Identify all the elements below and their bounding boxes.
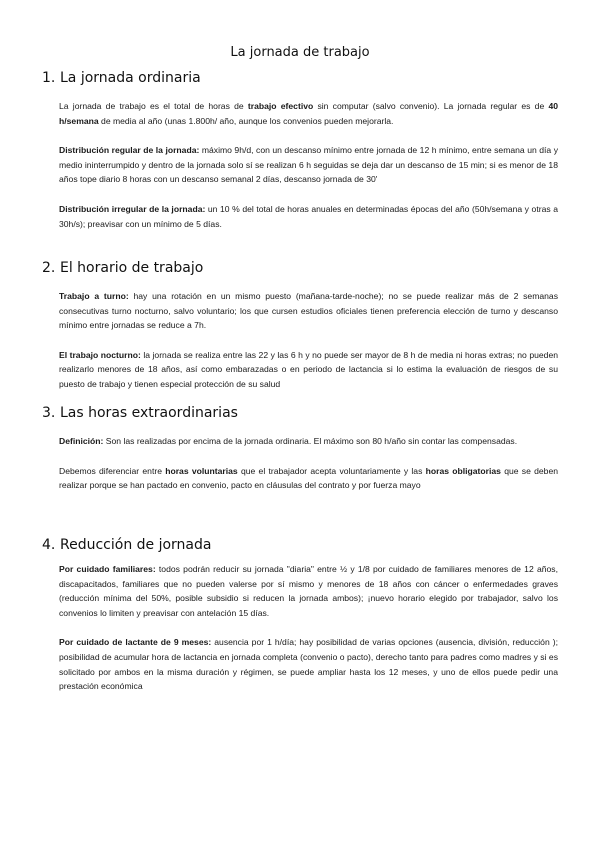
document-title: La jornada de trabajo xyxy=(230,44,370,60)
paragraph xyxy=(59,202,558,231)
paragraph xyxy=(59,635,558,693)
section-heading xyxy=(42,69,558,87)
section-jornada-ordinaria xyxy=(42,69,558,231)
bold-text: horas obligatorias xyxy=(425,465,501,476)
text-run: todos podrán reducir su jornada "diaria" entre ½ y 1/8 por cuidado de familiares menores de 12 años, discapacitados, familiares que no pueden valerse por sí mismo y menores de 18 años con cáncer o enfermedades graves (reducción mínima del 50%, posible subsidio si reducen la jornada ambos); ¡nuevo horario elegido por trabajador, salvo los convenios lo limiten y preavisar con antelación 15 días. xyxy=(59,564,558,618)
section-heading xyxy=(42,404,558,422)
text-run: La jornada de trabajo es el total de horas de xyxy=(59,101,248,111)
text-run: ausencia por 1 h/día; hay posibilidad de varias opciones (ausencia, división, reducción ); posibilidad de acumular hora de lactancia en jornada completa (convenio o pacto), derecho tanto para padres como madres y si es solicitado por ambos en la misma duración y régimen, se puede ampliar hasta los 12 meses, y uno de ellos puede pedir una prestación económica xyxy=(59,637,558,692)
section-title: Reducción de jornada xyxy=(60,537,212,553)
section-number: 3. xyxy=(42,405,56,421)
section-heading xyxy=(42,536,558,554)
text-run: que el trabajador acepta voluntariamente y las xyxy=(237,465,426,476)
bold-text: trabajo efectivo xyxy=(247,101,314,111)
text-run: de media al año (unas 1.800h/ año, aunque los convenios pueden mejorarla. xyxy=(98,115,394,126)
paragraph xyxy=(59,143,558,187)
paragraph xyxy=(59,434,558,449)
paragraph xyxy=(59,99,558,128)
section-heading xyxy=(42,259,558,277)
section-number: 2. xyxy=(42,260,56,276)
section-title: El horario de trabajo xyxy=(60,260,204,276)
text-run: Debemos diferenciar entre xyxy=(59,465,166,476)
text-run: la jornada se realiza entre las 22 y las 6 h y no puede ser mayor de 8 h de media ni horas extras; no pueden realizarlo menores de 18 años, así como embarazadas o en periodo de lactancia si lo estima la evaluación de riesgos de su puesto de trabajo y tienen especial protección de su salud xyxy=(59,349,559,389)
bold-text: Trabajo a turno: xyxy=(59,291,129,301)
section-horas-extraordinarias xyxy=(42,404,558,493)
bold-text: Por cuidado de lactante de 9 meses: xyxy=(59,637,212,648)
bold-text: Distribución irregular de la jornada: xyxy=(59,203,206,214)
bold-text: 40 h/semana xyxy=(59,101,559,126)
bold-text: Distribución regular de la jornada: xyxy=(59,145,200,156)
text-run: un 10 % del total de horas anuales en determinadas épocas del año (50h/semana y otras a 30h/s); preavisar con un mínimo de 5 días. xyxy=(59,203,558,229)
paragraph xyxy=(59,562,558,620)
text-run: máximo 9h/d, con un descanso mínimo entre jornada de 12 h mínimo, entre semana un día y medio ininterrumpido y dentro de la jornada solo sí se realizan 6 h seguidas se deja dar un descanso de 15 min; si es menor de 18 años tope diario 8 horas con un descanso semanal 2 días, descanso jornada de 30' xyxy=(59,145,558,185)
paragraph xyxy=(59,348,558,392)
text-run: Son las realizadas por encima de la jornada ordinaria. El máximo son 80 h/año sin contar las compensadas. xyxy=(103,436,518,446)
bold-text: horas voluntarias xyxy=(165,465,238,476)
bold-text: Definición: xyxy=(59,436,104,446)
text-run: hay una rotación en un mismo puesto (mañana-tarde-noche); no se puede realizar más de 2 semanas consecutivas turno nocturno, salvo voluntario; los que cursen estudios oficiales tienen preferencia elección de turno y descanso mínimo entre jornadas se reduce a 7h. xyxy=(59,291,558,331)
text-run: que se deben realizar porque se han pactado en convenio, pacto en cláusulas del contrato y por fuerza mayo xyxy=(59,465,559,491)
paragraph xyxy=(59,464,558,493)
section-title: Las horas extraordinarias xyxy=(60,405,238,421)
paragraph xyxy=(59,289,558,333)
section-number: 4. xyxy=(42,537,56,553)
bold-text: El trabajo nocturno: xyxy=(59,349,141,360)
text-run: sin computar (salvo convenio). La jornada regular es de xyxy=(313,101,549,111)
bold-text: Por cuidado familiares: xyxy=(59,564,156,574)
section-title: La jornada ordinaria xyxy=(60,70,201,86)
section-reduccion-jornada xyxy=(42,536,558,694)
section-number: 1. xyxy=(42,70,56,86)
section-horario-trabajo xyxy=(42,259,558,392)
